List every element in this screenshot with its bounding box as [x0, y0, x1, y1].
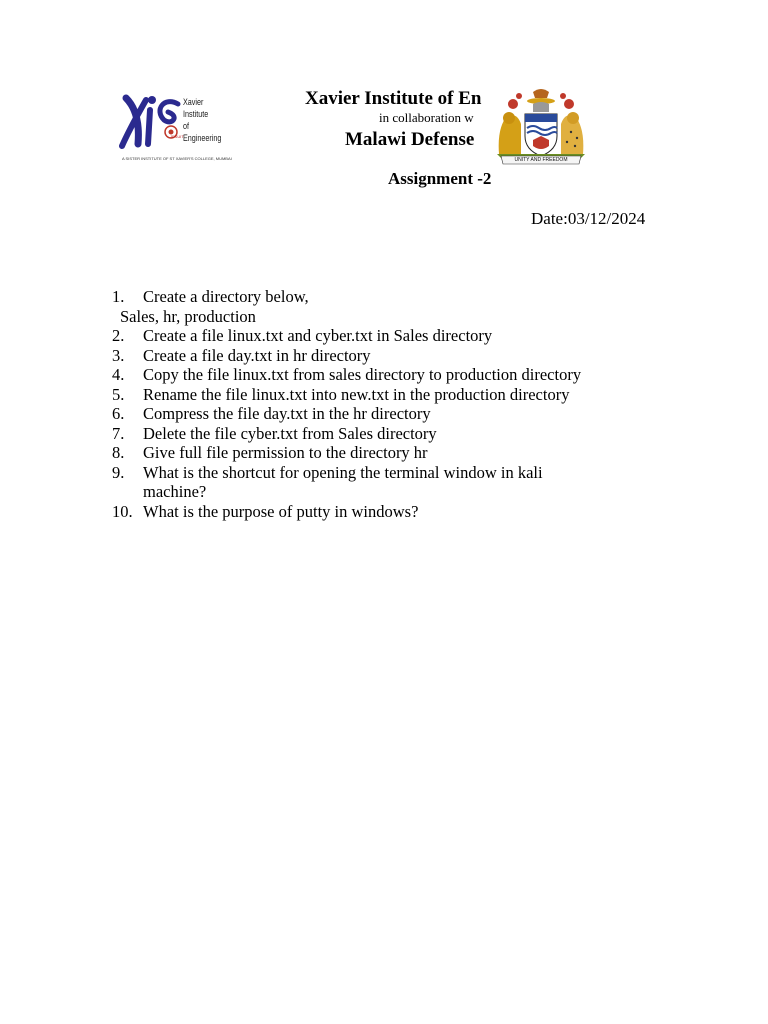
- task-number: 2.: [112, 326, 125, 345]
- crest-motto: UNITY AND FREEDOM: [514, 157, 568, 163]
- list-item: [112, 287, 672, 326]
- task-number: 7.: [112, 423, 125, 443]
- logo-line-4: Engineering: [183, 133, 222, 143]
- task-text: Copy the file linux.txt from sales directory to production directory: [143, 365, 582, 384]
- task-text: Create a file day.txt in hr directory: [143, 345, 371, 365]
- list-item: [112, 424, 672, 444]
- task-number: 10.: [112, 501, 133, 521]
- task-number: 6.: [112, 404, 125, 423]
- logo-line-2: Institute: [183, 109, 209, 119]
- task-text: What is the shortcut for opening the terminal window in kali: [143, 462, 543, 482]
- task-number: 4.: [112, 365, 125, 384]
- task-subtext: Sales, hr, production: [120, 306, 256, 326]
- logo-line-1: Xavier: [183, 97, 204, 107]
- list-item: [112, 404, 672, 424]
- task-number: 5.: [112, 384, 125, 404]
- list-item: [112, 365, 672, 385]
- logo-tagline: A SISTER INSTITUTE OF ST XAVIER'S COLLEGE, MUMBAI: [122, 156, 232, 161]
- institute-name: Xavier Institute of En: [305, 88, 482, 109]
- malawi-coat-of-arms: [493, 84, 589, 170]
- list-item: [112, 326, 672, 346]
- task-text: Rename the file linux.txt into new.txt in the production directory: [143, 384, 570, 404]
- task-text: Give full file permission to the directory hr: [143, 443, 428, 462]
- xie-logo-mark-icon: [116, 86, 186, 156]
- xavier-institute-logo: [116, 86, 232, 168]
- assignment-date: Date:03/12/2024: [531, 209, 646, 228]
- task-text: Compress the file day.txt in the hr directory: [143, 404, 431, 423]
- logo-line-3: of: [183, 121, 190, 131]
- assignment-title: Assignment -2: [388, 169, 492, 188]
- partner-name: Malawi Defense: [345, 129, 475, 150]
- task-text: Create a directory below,: [143, 287, 309, 306]
- task-number: 9.: [112, 462, 125, 482]
- list-item: [112, 502, 672, 522]
- task-number: 1.: [112, 287, 125, 306]
- task-text: What is the purpose of putty in windows?: [143, 501, 419, 521]
- task-text: Create a file linux.txt and cyber.txt in Sales directory: [143, 326, 493, 345]
- collaboration-line: in collaboration w: [379, 110, 474, 125]
- task-text: Delete the file cyber.txt from Sales directory: [143, 423, 437, 443]
- list-item: [112, 385, 672, 405]
- task-number: 3.: [112, 345, 125, 365]
- list-item: [112, 443, 672, 463]
- task-number: 8.: [112, 443, 125, 462]
- list-item: [112, 463, 672, 502]
- task-list: [112, 287, 672, 521]
- logo-jesuit-label: JESUIT: [170, 134, 184, 139]
- list-item: [112, 346, 672, 366]
- logo-wordmark: [183, 96, 221, 144]
- task-text-continuation: machine?: [143, 482, 207, 501]
